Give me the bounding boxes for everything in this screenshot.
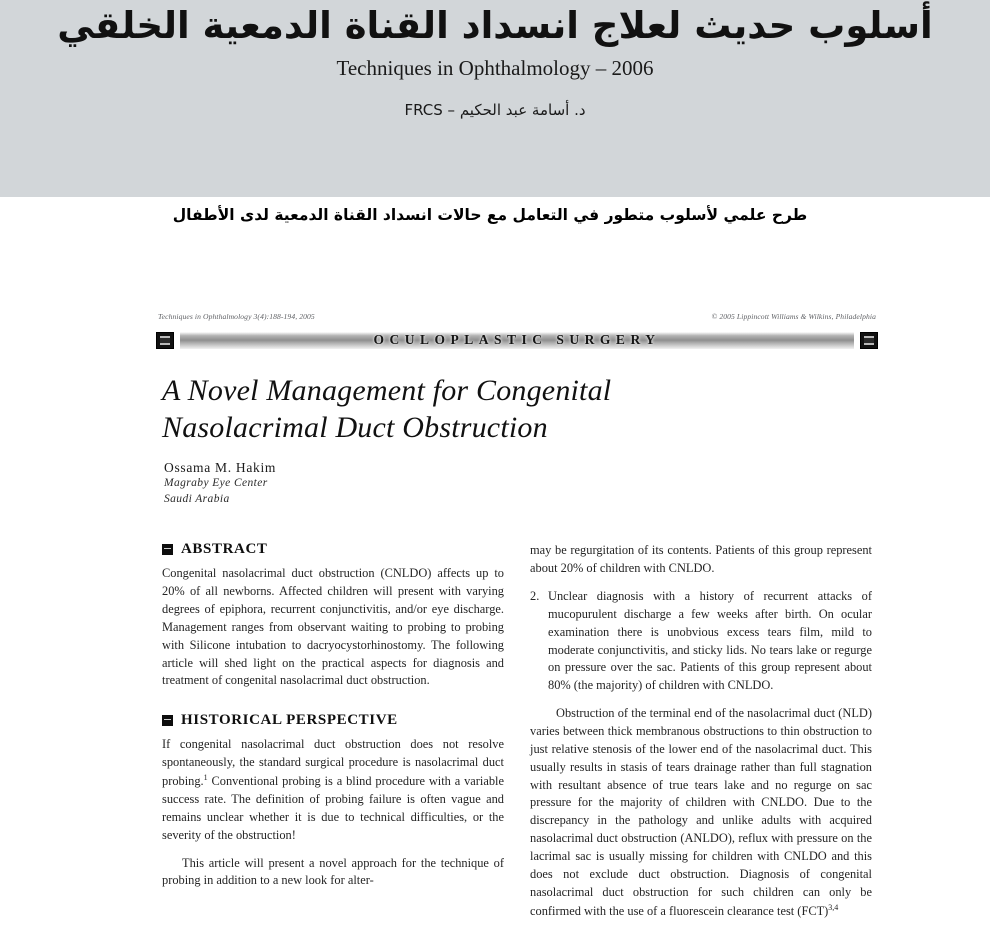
slide-subtitle-english: Techniques in Ophthalmology – 2006 bbox=[336, 55, 654, 80]
section-square-icon bbox=[162, 715, 173, 726]
article-columns bbox=[156, 541, 878, 930]
section-square-icon bbox=[162, 544, 173, 555]
citation-ref-3-4: 3,4 bbox=[828, 902, 839, 912]
slide-caption-arabic: طرح علمي لأسلوب متطور في التعامل مع حالات انسداد القناة الدمعية لدى الأطفال bbox=[172, 206, 808, 224]
paper-title: A Novel Management for Congenital Nasolacrimal Duct Obstruction bbox=[162, 374, 612, 444]
journal-citation: Techniques in Ophthalmology 3(4):188-194, 2005 bbox=[158, 312, 315, 321]
list-item-text: Unclear diagnosis with a history of recurrent attacks of mucopurulent discharge a few weeks after birth. On ocular examination there is unobvious excess tears film, mild to moderate conjunctivitis, and sticky lids. No tears lake or regurge on pressure over the sac. Patients of this group represent about 80% (the majority) of children with CNLDO. bbox=[548, 588, 872, 693]
slide-title-arabic: أسلوب حديث لعلاج انسداد القناة الدمعية الخلقي bbox=[57, 4, 933, 47]
historical-paragraph-1 bbox=[162, 736, 504, 844]
journal-copyright: © 2005 Lippincott Williams & Wilkins, Philadelphia bbox=[711, 312, 876, 321]
abstract-section-heading bbox=[162, 541, 504, 558]
section-header-band bbox=[156, 329, 878, 351]
slide-presenter-name: د. أسامة عبد الحكيم – FRCS bbox=[404, 100, 586, 119]
paper-author: Ossama M. Hakim bbox=[164, 460, 277, 476]
paper-affiliation-line2: Saudi Arabia bbox=[164, 492, 230, 505]
abstract-heading-label: ABSTRACT bbox=[181, 541, 268, 558]
article-column-left bbox=[162, 541, 504, 930]
historical-heading-label: HISTORICAL PERSPECTIVE bbox=[181, 712, 398, 729]
list-item-number: 2. bbox=[530, 588, 540, 603]
slide-title-band bbox=[0, 0, 990, 197]
band-gradient-bar bbox=[180, 332, 854, 349]
paper-byline bbox=[164, 460, 878, 507]
abstract-body: Congenital nasolacrimal duct obstruction (CNLDO) affects up to 20% of all newborns. Affected children will present with varying degrees of epiphora, recurrent conjunctivitis, and/or eye discharge. Management ranges from observant waiting to probing to probing with Silicone intubation to dacryocystorhinostomy. The following article will shed light on the practical aspects for diagnosis and treatment of congenital nasolacrimal duct obstruction. bbox=[162, 566, 504, 688]
historical-section-heading bbox=[162, 712, 504, 729]
obstruction-text: Obstruction of the terminal end of the nasolacrimal duct (NLD) varies between thick membranous obstructions to thin obstruction to just relative stenosis of the lower end of the nasolacrimal duct. This usually results in stasis of tears drainage rather than full stagnation with resultant absence of true tears lake and no regurge on sac pressure for the majority of children with CNLDO. Due to the discrepancy in the pathology and unlike adults with acquired nasolacrimal duct obstruction (ANLDO), reflux with pressure on the lacrimal sac is usually missing for children with CNLDO and this does not exclude duct obstruction. Diagnosis of congenital nasolacrimal duct obstruction for such children can only be confirmed with the use of a fluorescein clearance test (FCT) bbox=[530, 706, 872, 918]
scanned-article-page bbox=[0, 300, 990, 948]
section-band-title: OCULOPLASTIC SURGERY bbox=[373, 332, 661, 347]
obstruction-paragraph bbox=[530, 705, 872, 920]
citation-ref-1: 1 bbox=[203, 772, 208, 782]
journal-header-meta bbox=[156, 312, 878, 321]
band-left-square-icon bbox=[156, 332, 174, 349]
article-column-right bbox=[530, 541, 872, 930]
historical-p1-post: Conventional probing is a blind procedure with a variable success rate. The definition of probing failure is often vague and remains unclear whether it is due to technical difficulties, or the severity of the obstruction! bbox=[162, 774, 504, 842]
numbered-list-item-2 bbox=[530, 588, 872, 695]
scan-content bbox=[156, 312, 878, 931]
right-continued-paragraph: may be regurgitation of its contents. Patients of this group represent about 20% of children with CNLDO. bbox=[530, 543, 872, 576]
paper-affiliation-line1: Magraby Eye Center bbox=[164, 477, 268, 490]
historical-paragraph-2: This article will present a novel approach for the technique of probing in addition to a new look for alter- bbox=[162, 855, 504, 888]
band-right-square-icon bbox=[860, 332, 878, 349]
historical-p1-pre: If congenital nasolacrimal duct obstruction does not resolve spontaneously, the standard surgical procedure is nasolacrimal duct probing. bbox=[162, 737, 504, 789]
